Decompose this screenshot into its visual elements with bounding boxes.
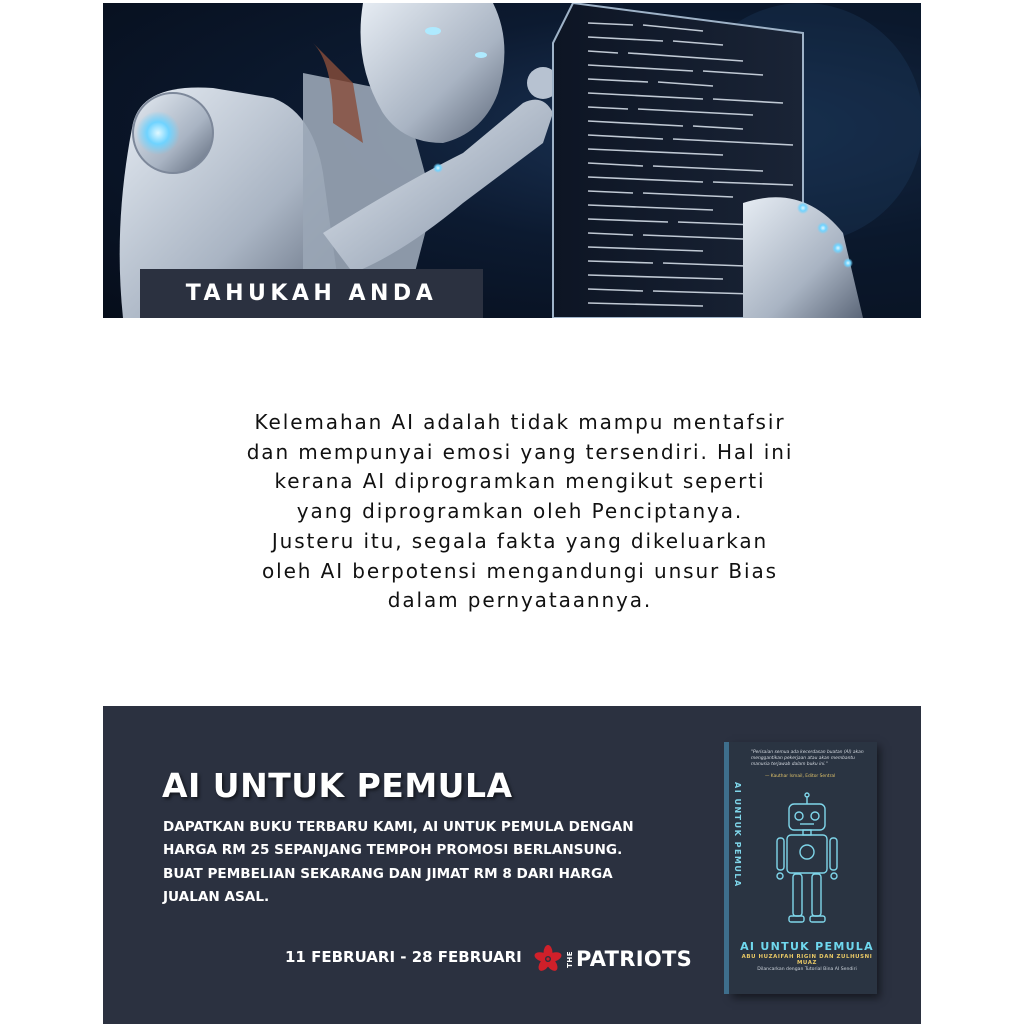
promo-description: [163, 816, 673, 910]
book-tagline: Dilancarkan dengan Tutorial Bina AI Sendiri: [757, 967, 857, 972]
flower-icon: [533, 944, 563, 974]
hero-label: TAHUKAH ANDA: [140, 269, 483, 318]
book-quote: "Perisaian semua ada kecerdasan buatan (AI) akan menggantikan pekerjaan atau akan membantu manusia terjawab dalam buku ini.": [751, 750, 864, 767]
hero-banner: [103, 3, 921, 318]
brand-name: PATRIOTS: [576, 947, 693, 971]
book-title: AI UNTUK PEMULA: [740, 940, 874, 953]
promo-line: BUAT PEMBELIAN SEKARANG DAN JIMAT RM 8 DARI HARGA: [163, 865, 613, 882]
fact-line: kerana AI diprogramkan mengikut seperti: [274, 469, 766, 494]
book-spine-title: AI UNTUK PEMULA: [733, 782, 742, 888]
fact-line: yang diprogramkan oleh Penciptanya.: [296, 499, 744, 524]
promo-line: DAPATKAN BUKU TERBARU KAMI, AI UNTUK PEMULA DENGAN: [163, 819, 634, 835]
promo-title: AI UNTUK PEMULA: [162, 766, 513, 805]
fact-line: Justeru itu, segala fakta yang dikeluarkan: [271, 528, 769, 553]
promo-line: JUALAN ASAL.: [163, 889, 270, 906]
book-quote-author: — Kauthar Ismail, Editor Sentral: [765, 774, 836, 779]
fact-line: oleh AI berpotensi mengandungi unsur Bias: [261, 558, 778, 583]
promo-dates: 11 FEBRUARI - 28 FEBRUARI: [285, 948, 522, 966]
book-cover: [729, 742, 877, 994]
fact-line: dalam pernyataannya.: [387, 588, 653, 613]
book-authors: ABU HUZAIFAH RIGIN DAN ZULHUSNI MUAZ: [741, 954, 873, 966]
brand-logo: [533, 942, 692, 976]
fact-line: Kelemahan AI adalah tidak mampu mentafsir: [254, 410, 786, 434]
promo-line: HARGA RM 25 SEPANJANG TEMPOH PROMOSI BERLANSUNG.: [163, 842, 623, 859]
brand-the: THE: [566, 950, 574, 968]
fact-line: dan mempunyai emosi yang tersendiri. Hal ini: [246, 439, 794, 464]
promo-section: [103, 706, 921, 1024]
fact-paragraph: [170, 408, 870, 616]
robot-icon: [769, 792, 845, 932]
